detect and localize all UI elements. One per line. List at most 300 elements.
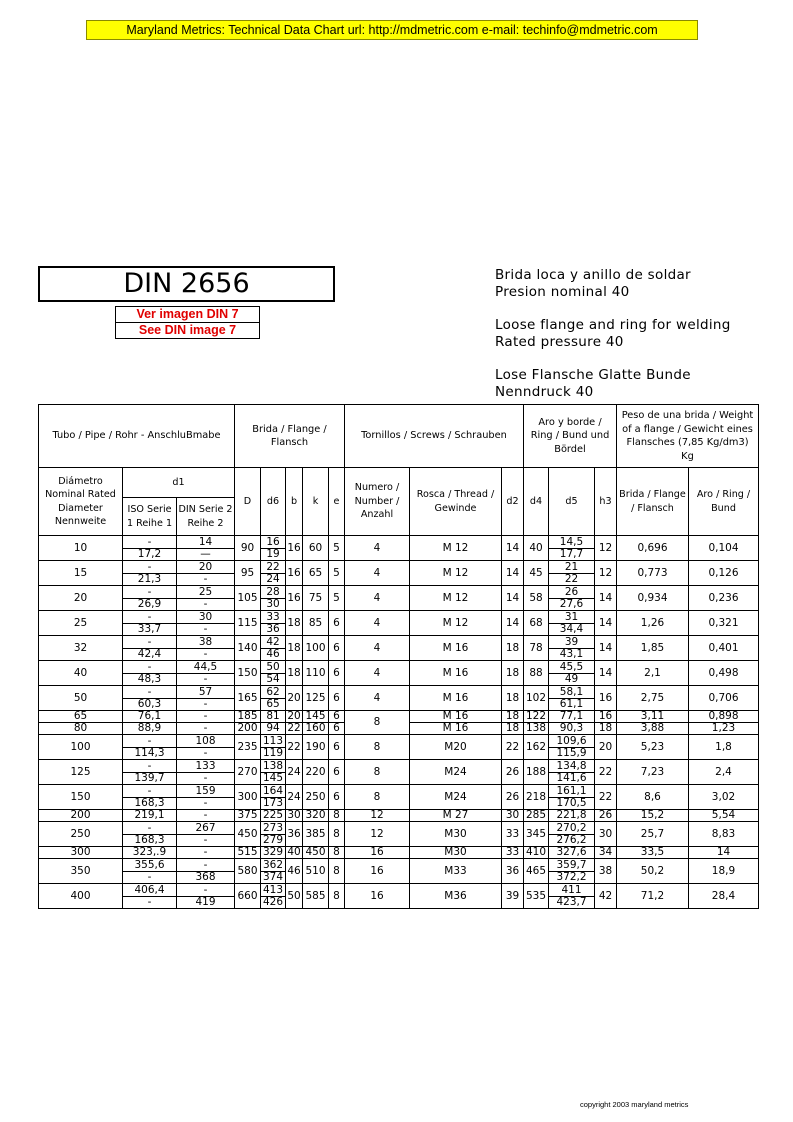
cell-thread [410, 711, 502, 723]
cell-iso [123, 686, 177, 711]
header-tubo: Tubo / Pipe / Rohr - AnschluBmabe [39, 405, 235, 468]
cell-value: 61,1 [549, 698, 594, 710]
cell-value: 18,9 [711, 864, 736, 877]
cell-din [177, 686, 235, 711]
cell-value: 18 [505, 722, 520, 734]
cell-wr [689, 561, 759, 586]
cell-D [235, 810, 261, 822]
header-diametro: Diámetro Nominal Rated Diameter Nennweite [39, 468, 123, 536]
cell-wr [689, 859, 759, 884]
cell-value: 28,4 [711, 889, 736, 902]
cell-value: 2,1 [644, 666, 661, 679]
cell-D [235, 611, 261, 636]
cell-value: 34 [598, 846, 613, 858]
cell-value: 164 [262, 784, 284, 797]
cell-value: 426 [262, 895, 284, 908]
cell-value: 1,23 [711, 722, 736, 734]
cell-value: 95 [240, 566, 255, 579]
cell-e [329, 810, 345, 822]
cell-num [345, 859, 410, 884]
cell-din [177, 561, 235, 586]
cell-value: 270 [237, 765, 258, 778]
cell-wf [617, 810, 689, 822]
cell-value: - [203, 883, 208, 896]
cell-D [235, 735, 261, 760]
cell-value: 20 [73, 591, 88, 604]
cell-value: 6 [333, 641, 340, 654]
header-tornillos: Tornillos / Screws / Schrauben [345, 405, 524, 468]
cell-num [345, 561, 410, 586]
cell-d4 [524, 711, 549, 723]
cell-value: - [177, 834, 234, 846]
cell-value: 15 [73, 566, 88, 579]
cell-value: 419 [177, 896, 234, 908]
cell-value: 77,1 [559, 710, 584, 722]
cell-D [235, 785, 261, 810]
cell-value: 0,773 [637, 566, 668, 579]
cell-value: 535 [525, 889, 547, 902]
cell-d6 [261, 810, 286, 822]
cell-wr [689, 735, 759, 760]
cell-num [345, 847, 410, 859]
cell-value: 30 [598, 827, 613, 840]
cell-value: 0,104 [708, 541, 739, 554]
cell-iso [123, 822, 177, 847]
cell-d5 [549, 636, 595, 661]
cell-d5 [549, 822, 595, 847]
header-d6: d6 [261, 468, 286, 536]
cell-value: 45,5 [559, 660, 584, 673]
cell-value: 22 [505, 740, 520, 753]
cell-num [345, 810, 410, 822]
cell-din [177, 785, 235, 810]
cell-wf [617, 723, 689, 735]
cell-value: 50 [287, 889, 301, 902]
cell-value: 450 [237, 827, 258, 840]
cell-value: 12 [598, 566, 613, 579]
cell-value: - [147, 685, 152, 698]
cell-num [345, 686, 410, 711]
cell-d2 [502, 884, 524, 909]
cell-value: 8,83 [711, 827, 736, 840]
cell-value: 18 [598, 722, 613, 734]
cell-iso [123, 561, 177, 586]
cell-value: 20 [287, 710, 301, 722]
cell-value: 273 [262, 821, 284, 834]
cell-d4 [524, 561, 549, 586]
cell-value: 150 [70, 790, 91, 803]
cell-h3 [595, 611, 617, 636]
image-link-en[interactable]: See DIN image 7 [115, 322, 260, 339]
cell-iso [123, 586, 177, 611]
cell-h3 [595, 810, 617, 822]
cell-k [303, 561, 329, 586]
cell-value: 4 [373, 566, 381, 579]
cell-value: 49 [549, 673, 594, 685]
cell-din [177, 847, 235, 859]
cell-value: 185 [237, 710, 258, 722]
cell-h3 [595, 735, 617, 760]
cell-value: 115 [237, 616, 258, 629]
cell-d6 [261, 636, 286, 661]
cell-value: 22 [287, 740, 301, 753]
cell-value: 46 [287, 864, 301, 877]
cell-value: M30 [444, 846, 467, 858]
cell-value: 50 [266, 660, 280, 673]
cell-value: 0,321 [708, 616, 739, 629]
cell-b [286, 611, 303, 636]
cell-din [177, 859, 235, 884]
cell-num [345, 785, 410, 810]
cell-wr [689, 847, 759, 859]
cell-D [235, 586, 261, 611]
cell-value: - [177, 648, 234, 660]
cell-b [286, 586, 303, 611]
cell-d4 [524, 661, 549, 686]
cell-value: 4 [373, 591, 381, 604]
cell-d4 [524, 847, 549, 859]
cell-value: 40 [529, 541, 543, 554]
cell-value: 372,2 [549, 871, 594, 883]
cell-value: 276,2 [549, 834, 594, 846]
cell-num [345, 661, 410, 686]
cell-value: 26 [564, 585, 579, 598]
cell-value: 2,75 [640, 691, 665, 704]
cell-d2 [502, 711, 524, 723]
cell-value: M30 [444, 827, 467, 840]
cell-value: 78 [529, 641, 543, 654]
cell-value: 6 [333, 740, 340, 753]
cell-b [286, 760, 303, 785]
cell-value: 26 [598, 809, 613, 821]
cell-dn [39, 561, 123, 586]
cell-value: - [147, 560, 152, 573]
cell-e [329, 586, 345, 611]
cell-value: 138 [262, 759, 284, 772]
cell-thread [410, 686, 502, 711]
cell-d2 [502, 636, 524, 661]
description-spanish [495, 267, 691, 301]
page-title: DIN 2656 [38, 266, 335, 302]
cell-d4 [524, 686, 549, 711]
cell-D [235, 822, 261, 847]
cell-value: 16 [370, 846, 384, 858]
cell-k [303, 636, 329, 661]
cell-value: 18 [287, 616, 301, 629]
cell-value: 26,9 [123, 598, 176, 610]
cell-value: 359,7 [556, 858, 587, 871]
cell-d6 [261, 884, 286, 909]
cell-value: 119 [262, 746, 284, 759]
cell-value: 46 [261, 648, 285, 660]
cell-value: 162 [525, 740, 547, 753]
cell-value: 140 [237, 641, 258, 654]
cell-value: 0,706 [708, 691, 739, 704]
cell-wr [689, 822, 759, 847]
table-row [39, 536, 759, 561]
table-row [39, 785, 759, 810]
cell-k [303, 686, 329, 711]
cell-value: 15,2 [640, 809, 665, 821]
header-weight-ring: Aro / Ring / Bund [689, 468, 759, 536]
cell-value: 25,7 [640, 827, 665, 840]
cell-k [303, 661, 329, 686]
cell-k [303, 859, 329, 884]
cell-value: 219,1 [134, 809, 165, 821]
cell-num [345, 735, 410, 760]
cell-value: 362 [262, 858, 284, 871]
cell-wr [689, 810, 759, 822]
cell-value: 161,1 [556, 784, 587, 797]
cell-value: 21 [564, 560, 579, 573]
cell-value: 38 [598, 864, 613, 877]
cell-value: 6 [333, 616, 340, 629]
cell-value: 225 [262, 809, 284, 821]
cell-value: 285 [525, 809, 547, 821]
cell-d6 [261, 785, 286, 810]
cell-value: 75 [308, 591, 323, 604]
cell-h3 [595, 561, 617, 586]
cell-value: M20 [444, 740, 467, 753]
cell-value: 100 [305, 641, 326, 654]
cell-value: 32 [73, 641, 88, 654]
cell-value: 33,7 [123, 623, 176, 635]
cell-value: 270,2 [556, 821, 587, 834]
cell-value: 88 [529, 666, 543, 679]
cell-value: 320 [305, 809, 326, 821]
cell-value: - [177, 698, 234, 710]
cell-value: 1,8 [715, 740, 732, 753]
cell-e [329, 561, 345, 586]
cell-value: 139,7 [123, 772, 176, 784]
cell-value: M 12 [442, 566, 469, 579]
cell-value: 385 [305, 827, 326, 840]
cell-e [329, 847, 345, 859]
cell-din [177, 636, 235, 661]
cell-d2 [502, 686, 524, 711]
cell-value: - [203, 846, 208, 858]
cell-e [329, 661, 345, 686]
cell-d2 [502, 735, 524, 760]
table-row [39, 810, 759, 822]
cell-h3 [595, 884, 617, 909]
cell-e [329, 711, 345, 723]
cell-d2 [502, 611, 524, 636]
cell-value: 18 [287, 666, 301, 679]
image-link-es[interactable]: Ver imagen DIN 7 [115, 306, 260, 323]
cell-wr [689, 760, 759, 785]
cell-value: 5,23 [640, 740, 665, 753]
cell-value: 100 [70, 740, 91, 753]
cell-iso [123, 661, 177, 686]
cell-value: 279 [262, 833, 284, 846]
cell-iso [123, 859, 177, 884]
cell-wr [689, 711, 759, 723]
cell-value: 200 [237, 722, 258, 734]
cell-value: M 12 [442, 591, 469, 604]
cell-dn [39, 636, 123, 661]
cell-din [177, 536, 235, 561]
cell-d2 [502, 536, 524, 561]
cell-value: 28 [266, 585, 280, 598]
cell-value: 65 [308, 566, 323, 579]
cell-value: - [203, 809, 208, 821]
cell-value: 16 [598, 710, 613, 722]
cell-value: 3,88 [640, 722, 665, 734]
description-line: Nenndruck 40 [495, 384, 594, 400]
cell-value: 4 [373, 691, 381, 704]
cell-value: 8,6 [644, 790, 661, 803]
cell-value: - [177, 747, 234, 759]
cell-d6 [261, 859, 286, 884]
cell-value: 2,4 [715, 765, 732, 778]
cell-iso [123, 810, 177, 822]
cell-value: 170,5 [549, 797, 594, 809]
cell-wf [617, 636, 689, 661]
cell-din [177, 586, 235, 611]
cell-value: 22 [598, 790, 613, 803]
cell-value: M 12 [442, 616, 469, 629]
cell-iso [123, 611, 177, 636]
cell-wf [617, 586, 689, 611]
cell-value: 250 [70, 827, 91, 840]
cell-value: 22 [598, 765, 613, 778]
cell-num [345, 611, 410, 636]
cell-iso [123, 785, 177, 810]
cell-value: 300 [70, 846, 91, 858]
cell-wf [617, 735, 689, 760]
cell-value: - [147, 535, 152, 548]
cell-d4 [524, 586, 549, 611]
cell-value: - [203, 858, 208, 871]
cell-value: 50 [73, 691, 88, 704]
cell-value: 0,934 [637, 591, 668, 604]
cell-value: 102 [525, 691, 547, 704]
cell-value: 327,6 [556, 846, 587, 858]
cell-value: 4 [373, 641, 381, 654]
cell-thread [410, 611, 502, 636]
cell-b [286, 785, 303, 810]
cell-value: 145 [262, 771, 284, 784]
cell-value: - [123, 896, 176, 908]
cell-iso [123, 884, 177, 909]
cell-iso [123, 723, 177, 735]
cell-value: 6 [333, 666, 340, 679]
cell-d4 [524, 785, 549, 810]
cell-value: 12 [370, 827, 384, 840]
cell-dn [39, 723, 123, 735]
cell-value: 125 [70, 765, 91, 778]
cell-value: - [177, 623, 234, 635]
cell-iso [123, 636, 177, 661]
cell-value: 145 [305, 710, 326, 722]
description-english [495, 317, 731, 351]
cell-k [303, 536, 329, 561]
cell-k [303, 723, 329, 735]
cell-h3 [595, 859, 617, 884]
cell-value: 133 [195, 759, 216, 772]
cell-d5 [549, 711, 595, 723]
cell-D [235, 723, 261, 735]
cell-dn [39, 536, 123, 561]
cell-d2 [502, 760, 524, 785]
cell-value: 14 [505, 591, 520, 604]
cell-value: 20 [287, 691, 301, 704]
cell-value: 5 [333, 566, 340, 579]
cell-d6 [261, 686, 286, 711]
header-d1: d1 [123, 468, 235, 498]
cell-value: 355,6 [134, 858, 165, 871]
header-d4: d4 [524, 468, 549, 536]
cell-dn [39, 586, 123, 611]
cell-value: 39 [564, 635, 579, 648]
cell-h3 [595, 586, 617, 611]
cell-value: 90 [240, 541, 255, 554]
cell-value: 4 [373, 616, 381, 629]
cell-value: 6 [333, 765, 340, 778]
cell-value: - [123, 871, 176, 883]
cell-D [235, 636, 261, 661]
cell-value: 33 [505, 827, 520, 840]
cell-value: M36 [444, 889, 467, 902]
cell-value: 368 [177, 871, 234, 883]
cell-value: 585 [305, 889, 326, 902]
cell-value: 18 [287, 641, 301, 654]
cell-value: 5,54 [711, 809, 736, 821]
cell-thread [410, 561, 502, 586]
cell-k [303, 735, 329, 760]
cell-h3 [595, 661, 617, 686]
header-d5: d5 [549, 468, 595, 536]
cell-value: 110 [305, 666, 326, 679]
cell-value: 16 [287, 566, 301, 579]
cell-value: M 16 [442, 710, 469, 722]
table-row [39, 686, 759, 711]
cell-k [303, 822, 329, 847]
cell-b [286, 536, 303, 561]
cell-num [345, 822, 410, 847]
cell-value: 48,3 [123, 673, 176, 685]
cell-value: 218 [525, 790, 547, 803]
cell-iso [123, 536, 177, 561]
cell-value: 12 [598, 541, 613, 554]
cell-value: 76,1 [137, 710, 162, 722]
table-row [39, 586, 759, 611]
cell-num [345, 536, 410, 561]
cell-d6 [261, 561, 286, 586]
cell-value: 14 [598, 616, 613, 629]
cell-value: 138 [525, 722, 547, 734]
cell-b [286, 723, 303, 735]
cell-value: 168,3 [123, 834, 176, 846]
cell-value: 10 [73, 541, 88, 554]
cell-D [235, 884, 261, 909]
cell-value: 88,9 [137, 722, 162, 734]
cell-value: 19 [261, 548, 285, 560]
cell-dn [39, 810, 123, 822]
cell-value: 16 [370, 889, 384, 902]
cell-value: 580 [237, 864, 258, 877]
cell-value: 105 [237, 591, 258, 604]
cell-D [235, 661, 261, 686]
cell-value: 168,3 [123, 797, 176, 809]
table-body [39, 536, 759, 909]
header-k: k [303, 468, 329, 536]
cell-h3 [595, 760, 617, 785]
cell-h3 [595, 711, 617, 723]
cell-value: - [147, 660, 152, 673]
cell-dn [39, 611, 123, 636]
